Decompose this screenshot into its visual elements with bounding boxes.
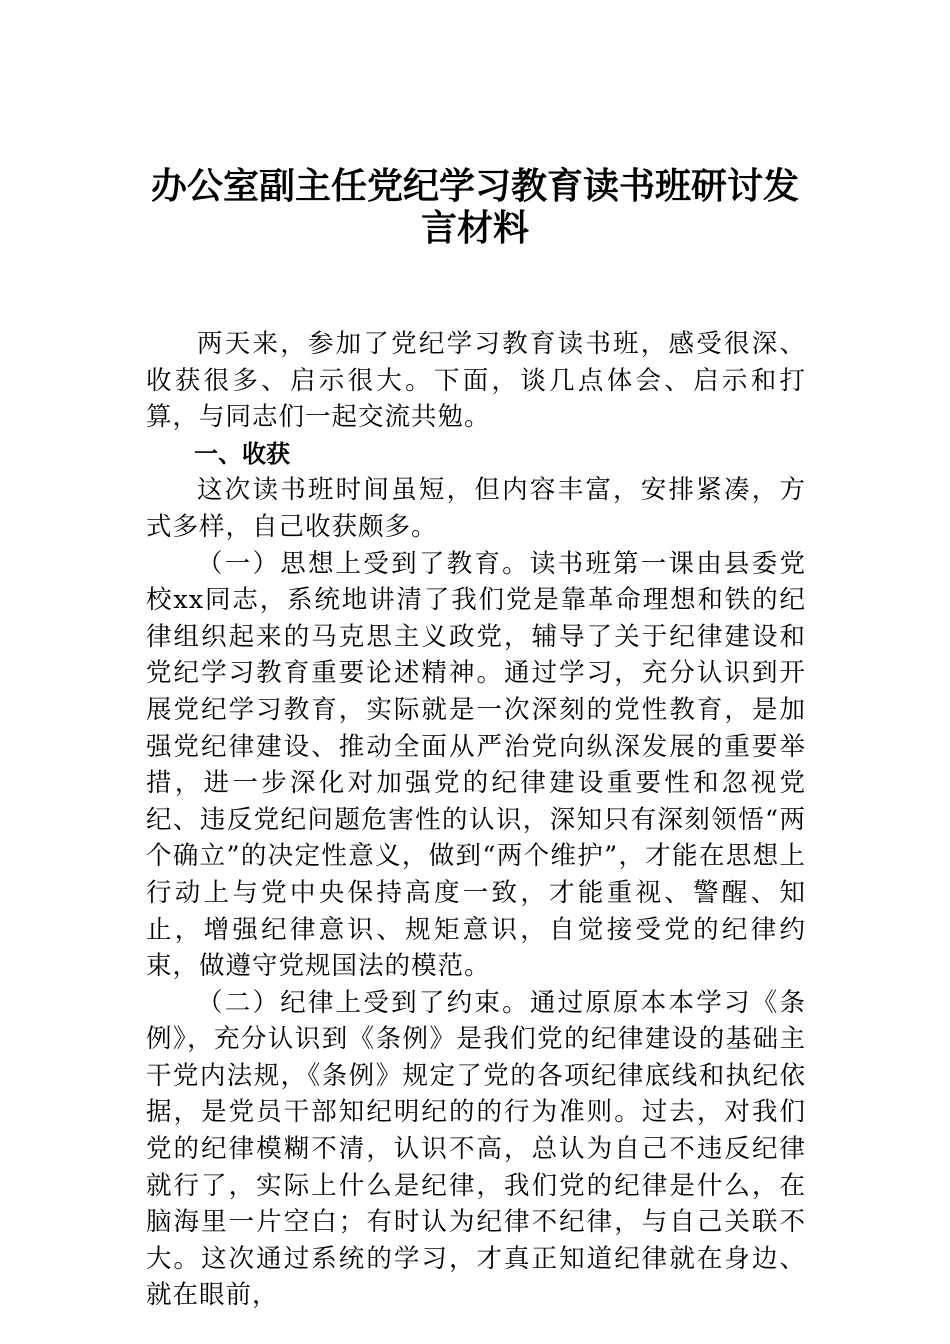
document-title-line-2: 言材料	[420, 207, 529, 249]
paragraph-thought-education: （一）思想上受到了教育。读书班第一课由县委党校xx同志，系统地讲清了我们党是靠革命理想和铁的纪律组织起来的马克思主义政党，辅导了关于纪律建设和党纪学习教育重要论述精神。通过学习，充分认识到开展党纪学习教育，实际就是一次深刻的党性教育，是加强党纪律建设、推动全面从严治党向纵深发展的重要举措，进一步深化对加强党的纪律建设重要性和忽视党纪、违反党纪问题危害性的认识，深知只有深刻领悟“两个确立”的决定性意义，做到“两个维护”，才能在思想上行动上与党中央保持高度一致，才能重视、警醒、知止，增强纪律意识、规矩意识，自觉接受党的纪律约束，做遵守党规国法的模范。	[146, 548, 806, 982]
paragraph-intro: 两天来，参加了党纪学习教育读书班，感受很深、收获很多、启示很大。下面，谈几点体会、启示和打算，与同志们一起交流共勉。	[146, 329, 806, 433]
paragraph-discipline-constraint: （二）纪律上受到了约束。通过原原本本学习《条例》，充分认识到《条例》是我们党的纪律建设的基础主干党内法规，《条例》规定了党的各项纪律底线和执纪依据，是党员干部知纪明纪的的行为准则。过去，对我们党的纪律模糊不清，认识不高，总认为自己不违反纪律就行了，实际上什么是纪律，我们党的纪律是什么，在脑海里一片空白；有时认为纪律不纪律，与自己关联不大。这次通过系统的学习，才真正知道纪律就在身边、就在眼前，	[146, 987, 806, 1311]
document-body	[146, 326, 806, 1314]
section-heading-harvest: 一、收获	[194, 439, 290, 468]
document-title-line-1: 办公室副主任党纪学习教育读书班研讨发	[150, 165, 799, 207]
paragraph-summary: 这次读书班时间虽短，但内容丰富，安排紧凑，方式多样，自己收获颇多。	[146, 475, 806, 542]
